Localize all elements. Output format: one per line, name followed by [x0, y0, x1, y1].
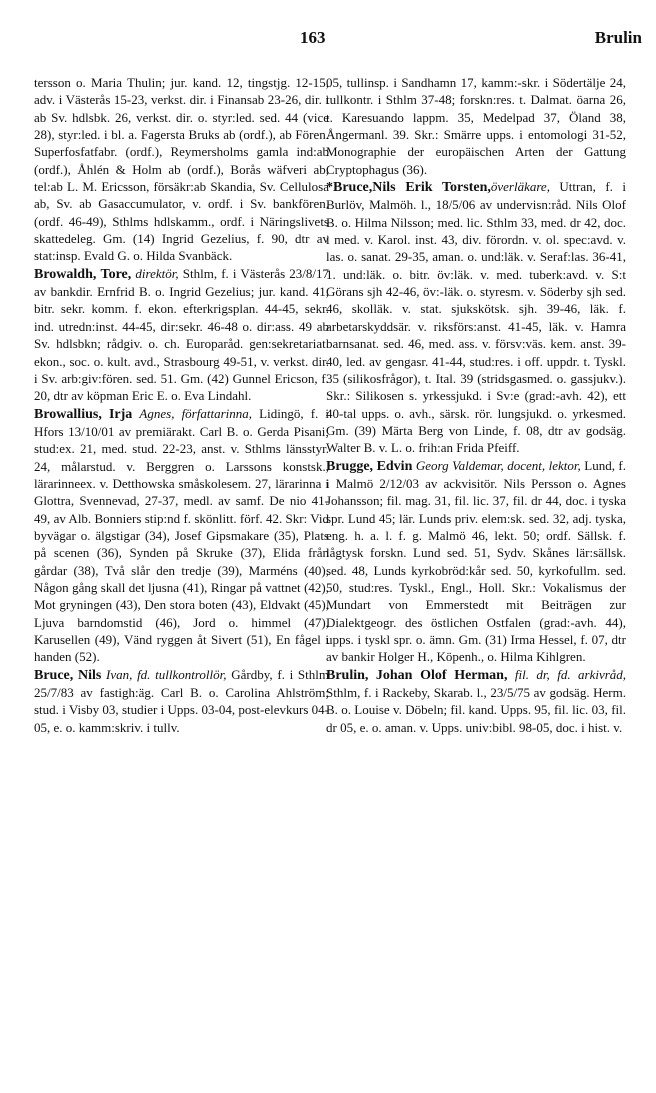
entry-text: Lidingö, f. i Hfors 13/10/01 av premiärakt. Carl B. o. Gerda Pisani; stud:ex. 21, med. stud. 22-23, anst. v. Sthlms länsstyr. 24, målarstud. v. Berggren o. Larssons konstsk., lärarinneex. v. Detthowska småskolesem. 27, lärarinna i Glottra, Svennevad, 27-37, medl. av samf. De nio 41-49, av Alb. Bonniers stip:nd f. skönlitt. förf. 42. Skr: Vid byvägar o. älgstigar (34), Josef Gipsmakare (35), Plats på scenen (36), Synden på Skruke (37), Elida från gårdar (38), Två slår den tredje (39), Marméns (40), Någon gång skall det ljusna (41), Ringar på vattnet (42), Mot gryningen (43), Den stora boten (43), Eldvakt (45), Ljuva barndomstid (46), Jord o. himmel (47), Karusellen (49), Vänd ryggen åt Sivert (51), En fågel i handen (52).	[34, 405, 330, 665]
entry-surname: Browaldh,	[34, 266, 97, 282]
entry-text: Gårdby, f. i Sthlm 25/7/83 av fastigh:äg. Carl B. o. Carolina Ahlström; stud. i Visby 03, studier i Upps. 03-04, post-elevkurs 04-05, e. o. kamm:skriv. i tullv.	[34, 666, 329, 735]
entry-given-name: Johan Olof Herman,	[375, 667, 508, 683]
entry-surname: Brugge,	[326, 458, 374, 474]
entry-given-name: Irja	[108, 406, 133, 422]
entry-text: tersson o. Maria Thulin; jur. kand. 12, tingstjg. 12-15, adv. i Västerås 15-23, verkst. dir. i Finansab 23-26, dir. i ab Sv. hdlsbk. 26, verkst. dir. o. styr:led. sed. 44 (vice 28), styr:led. i bl. a. Fagersta Bruks ab (ordf.), ab Fören. Superfosfatfabr. (ordf.), Reymersholms gamla ind:ab (ordf.), Åhlén & Holm ab (ordf.), Borås wäfveri ab, tel:ab L. M. Ericsson, försäkr:ab Skandia, Sv. Cellulosa ab, Sv. ab Gasaccumulator, v. ordf. i Sv. bankfören. (ordf. 46-49), Sthlms hdlskamm., ordf. i Näringslivets skattedeleg. Gm. (14) Ingrid Gezelius, f. 90, dtr av stat:insp. Evald G. o. Hilda Svanbäck.	[34, 75, 329, 264]
entry-given-name: Tore,	[100, 266, 132, 282]
entry-title: Ivan, fd. tullkontrollör,	[106, 666, 227, 682]
page-header	[0, 28, 656, 54]
entry-text: Lund, f. i Malmö 2/12/03 av ackvisitör. Nils Persson o. Agnes Johansson; fil. mag. 31, fil. lic. 37, fil. dr 44, doc. i tyska spr. Lund 45; lär. Lunds priv. elem:sk. sed. 32, adj. tyska, eng. h. a. l. f. g. Malmö 46, lekt. 50; ordf. Sällsk. f. lågtysk forskn. Lund sed. 51, Sydv. Skånes lär:sällsk. sed. 48, Lunds kyrkobröd:kår sed. 50, kyrkofullm. sed. 50, stud:res. Tyskl., Engl., Holl. Skr.: Vokalismus der Mundart von Emmerstedt mit Beiträgen zur Dialektgeogr. des östlichen Ostfalen (grad:-avh. 44), upps. i tyskl spr. o. ämn. Gm. (31) Irma Hessel, f. 07, dtr av bankir Holger H., Köpenh., o. Hilma Kihlgren.	[326, 457, 627, 665]
entry-browaldh	[34, 265, 329, 405]
page-number: 163	[300, 28, 326, 47]
entry-continuation	[326, 74, 626, 178]
entry-brugge	[326, 457, 626, 666]
entry-brulin	[326, 666, 626, 736]
entry-surname: *Bruce,	[326, 180, 373, 196]
entry-continuation	[34, 74, 329, 265]
entry-text: Sthlm, f. i Rackeby, Skarab. l., 23/5/75 av godsäg. Herm. B. o. Louise v. Döbeln; fil. kand. Upps. 95, fil. lic. 03, fil. dr 05, e. o. aman. v. Upps. univ:bibl. 98-05, doc. i hist. v.	[326, 685, 626, 735]
entry-title: direktör,	[135, 265, 179, 281]
entry-bruce-nils	[34, 666, 329, 736]
entry-text: Uttran, f. i Burlöv, Malmöh. l., 18/5/06 av undervisn:råd. Nils Olof B. o. Hilma Nilsson; med. lic. Sthlm 33, med. dr 42, doc. i med. v. Karol. inst. 43, div. förordn. v. ol. spec:avd. v. las. o. sanat. 29-35, aman. o. und:läk. v. Seraf:las. 36-41, 1. und:läk. o. bitr. öv:läk. v. med. tuberk:avd. v. S:t Görans sjh 42-46, öv:-läk. o. styresm. v. Söderby sjh sed. 46, skolläk. v. stat. sjukskötsk. sjh. 39-46, läk. f. arbetarskyddsär. v. riksförs:anst. 41-45, läk. v. Hamra barnsanat. sed. 46, med. ass. v. försv:väs. kem. anst. 39-40, led. av gengasr. 41-44, stud:res. i off. uppdr. t. Tyskl. 35 (silikosfrågor), t. Ital. 39 (stridsgasmed. o. gassjukv.). Skr.: Silikosen s. yrkessjukd. i Sv:e (grad:-avh. 42), ett 40-tal upps. o. avh., särsk. rör. lungsjukd. o. yrkesmed. Gm. (39) Märta Berg von Linde, f. 08, dtr av godsäg. Walter B. v. L. o. frih:an Frida Pfeiff.	[326, 179, 626, 456]
running-head: Brulin	[594, 28, 642, 47]
right-column	[326, 74, 626, 736]
entry-text: 05, tullinsp. i Sandhamn 17, kamm:-skr. i Södertälje 24, tullkontr. i Sthlm 37-48; forskn:res. t. Dalmat. öarna 26, t. Karesuando lappm. 35, Medelpad 37, Öland 38, Ångermanl. 39. Skr.: Smärre upps. i entomologi 31-52, Monographie der europäischen Arten der Gattung Cryptophagus (36).	[326, 75, 626, 177]
entry-given-name: Edvin	[376, 458, 413, 474]
entry-title: Georg Valdemar, docent, lektor,	[415, 457, 581, 473]
entry-title: fil. dr, fd. arkivråd,	[514, 666, 627, 682]
entry-given-name: Nils	[77, 667, 102, 683]
entry-title: överläkare,	[490, 179, 550, 195]
entry-surname: Brulin,	[326, 667, 369, 683]
entry-text: Sthlm, f. i Västerås 23/8/17 av bankdir. Ernfrid B. o. Ingrid Gezelius; jur. kand. 41, bitr. sekr. komm. f. ekon. efterkrigsplan. 44-45, sekr. ind. utredn:inst. 44-45, dir:sekr. 46-48 o. dir:ass. 49 ab Sv. hdlsbkn; rådgiv. o. ch. Europaråd. gen:sekretariat. ekon., soc. o. kult. avd., Strasbourg 49-51, v. verkst. dir. i Sv. arb:giv:fören. sed. 51. Gm. (42) Gunnel Ericson, f. 20, dtr av köpman Eric E. o. Eva Lindahl.	[34, 265, 330, 404]
entry-bruce-torsten	[326, 178, 626, 457]
entry-surname: Bruce,	[34, 667, 74, 683]
entry-surname: Browallius,	[34, 406, 102, 422]
entry-given-name: Nils Erik Torsten,	[372, 180, 491, 196]
left-column	[34, 74, 329, 736]
entry-title: Agnes, författarinna,	[139, 405, 253, 421]
entry-browallius	[34, 405, 329, 666]
